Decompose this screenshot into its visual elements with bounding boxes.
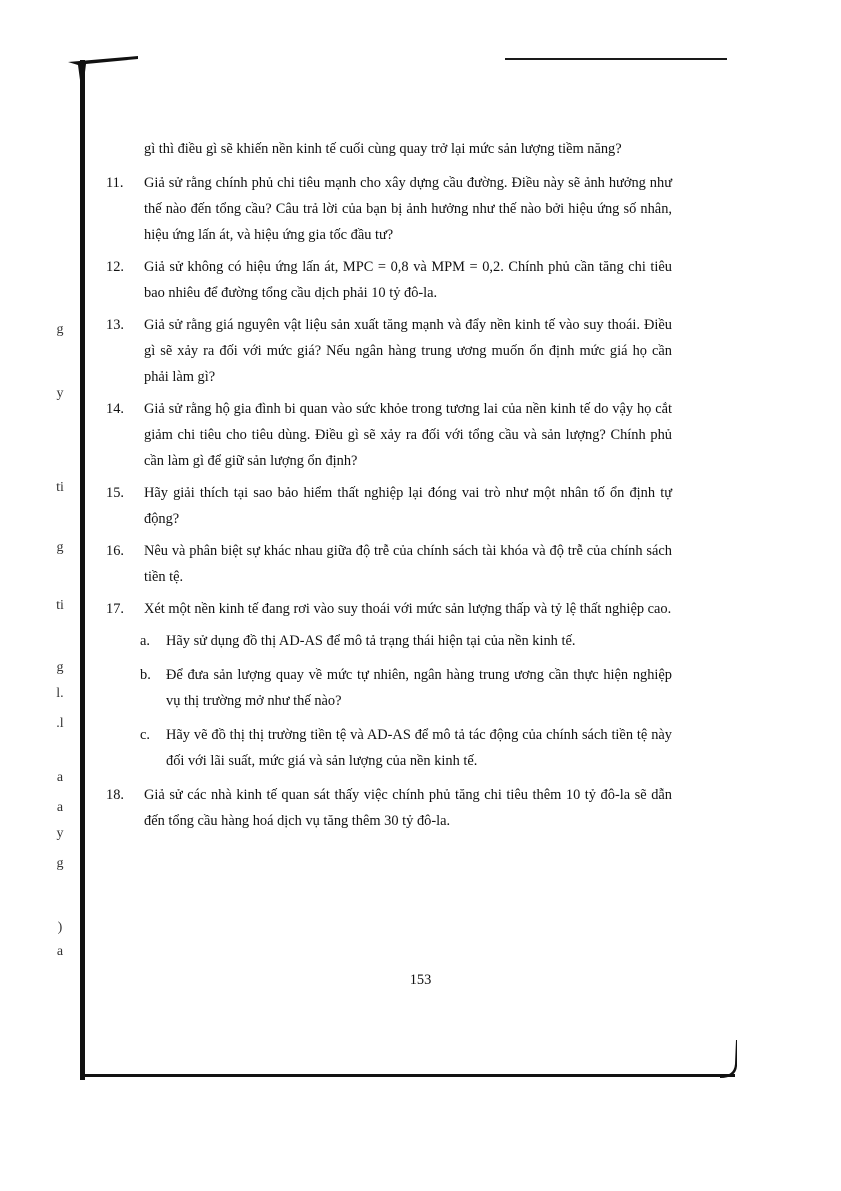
part-letter: a.: [140, 633, 150, 649]
question-17-part-a: [106, 628, 672, 654]
bleed-letter: ti: [56, 598, 64, 613]
question-15: [106, 480, 672, 532]
question-13: [106, 312, 672, 390]
bleed-letter: ti: [56, 480, 64, 495]
bottom-page-edge: [80, 1074, 735, 1077]
question-17-part-b: [106, 662, 672, 714]
question-number: 13.: [106, 317, 124, 333]
part-letter: c.: [140, 727, 150, 743]
question-number: 15.: [106, 485, 124, 501]
bleed-letter: y: [56, 386, 64, 401]
question-14: [106, 396, 672, 474]
page-number: 153: [409, 972, 432, 988]
question-12: [106, 254, 672, 306]
question-number: 16.: [106, 543, 124, 559]
bleed-letter: y: [56, 826, 64, 841]
question-text: Xét một nền kinh tế đang rơi vào suy thoái với mức sản lượng thấp và tỷ lệ thất nghiệp cao.: [144, 601, 672, 617]
question-number: 17.: [106, 601, 124, 617]
question-text: Giả sử rằng giá nguyên vật liệu sản xuất tăng mạnh và đẩy nền kinh tế vào suy thoái. Điều gì sẽ xảy ra đối với mức giá? Nếu ngân hàng trung ương muốn ổn định mức giá họ cần phải làm gì?: [144, 317, 672, 385]
bleed-letter: g: [56, 856, 64, 871]
question-17: [106, 596, 672, 622]
question-text: Giả sử rằng chính phủ chi tiêu mạnh cho xây dựng cầu đường. Điều này sẽ ảnh hưởng như thế nào đến tổng cầu? Câu trả lời của bạn bị ảnh hưởng như thế nào bởi hiệu ứng số nhân, hiệu ứng lấn át, và hiệu ứng gia tốc đầu tư?: [144, 175, 672, 243]
bleed-letter: l.: [56, 686, 64, 701]
question-number: 11.: [106, 175, 124, 191]
question-text: Nêu và phân biệt sự khác nhau giữa độ trễ của chính sách tài khóa và độ trễ của chính sách tiền tệ.: [144, 543, 672, 585]
question-text: Giả sử rằng hộ gia đình bi quan vào sức khỏe trong tương lai của nền kinh tế do vậy họ cắt giảm chi tiêu cho tiêu dùng. Điều gì sẽ xảy ra đối với tổng cầu và sản lượng? Chính phủ cần làm gì để giữ sản lượng ổn định?: [144, 401, 672, 469]
question-number: 14.: [106, 401, 124, 417]
bleed-letter: a: [56, 944, 64, 959]
top-page-edge: [505, 58, 727, 60]
question-16: [106, 538, 672, 590]
paragraph-text: gì thì điều gì sẽ khiến nền kinh tế cuối cùng quay trở lại mức sản lượng tiềm năng?: [144, 141, 622, 157]
binding-shadow: [68, 52, 138, 80]
page-body: [106, 136, 672, 840]
bleed-letter: a: [56, 800, 64, 815]
part-letter: b.: [140, 667, 151, 683]
question-17-part-c: [106, 722, 672, 774]
bleed-letter: ): [57, 920, 63, 935]
question-11: [106, 170, 672, 248]
question-text: Hãy giải thích tại sao bảo hiểm thất nghiệp lại đóng vai trò như một nhân tố ổn định tự động?: [144, 485, 672, 527]
part-text: Để đưa sản lượng quay về mức tự nhiên, ngân hàng trung ương cần thực hiện nghiệp vụ thị trường mở như thế nào?: [166, 667, 672, 709]
bleed-letter: a: [56, 770, 64, 785]
question-text: Giả sử các nhà kinh tế quan sát thấy việc chính phủ tăng chi tiêu thêm 10 tỷ đô-la sẽ dẫn đến tổng cầu hàng hoá dịch vụ tăng thêm 30 tỷ đô-la.: [144, 787, 672, 829]
bleed-letter: g: [56, 540, 64, 555]
question-number: 12.: [106, 259, 124, 275]
left-page-edge: [80, 60, 85, 1080]
part-text: Hãy sử dụng đồ thị AD-AS để mô tả trạng thái hiện tại của nền kinh tế.: [166, 633, 576, 649]
question-18: [106, 782, 672, 834]
bleed-letter: g: [56, 660, 64, 675]
part-text: Hãy vẽ đồ thị thị trường tiền tệ và AD-AS để mô tả tác động của chính sách tiền tệ này đối với lãi suất, mức giá và sản lượng của nền kinh tế.: [166, 727, 672, 769]
question-number: 18.: [106, 787, 124, 803]
right-corner-curl: [720, 1040, 740, 1080]
bleed-letter: .l: [56, 716, 64, 731]
bleed-letter: g: [56, 322, 64, 337]
continued-paragraph: [106, 136, 672, 162]
question-text: Giả sử không có hiệu ứng lấn át, MPC = 0,8 và MPM = 0,2. Chính phủ cần tăng chi tiêu bao nhiêu để đường tổng cầu dịch phải 10 tỷ đô-la.: [144, 259, 672, 301]
